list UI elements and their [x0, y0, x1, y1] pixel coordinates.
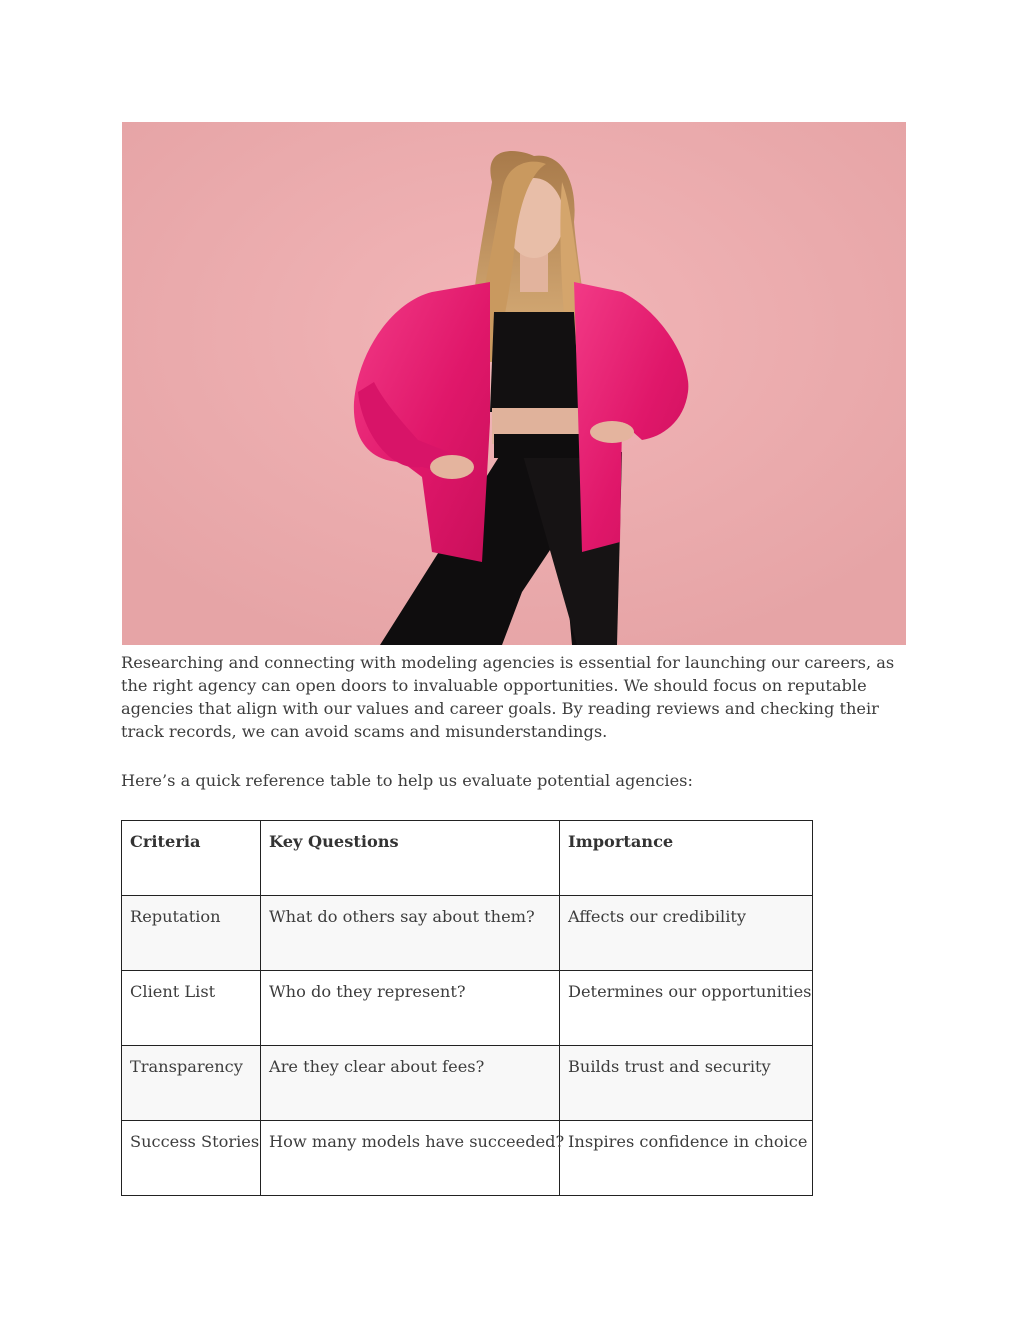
table-row	[122, 1121, 813, 1196]
header-importance: Importance	[560, 821, 813, 896]
cell-importance: Determines our opportunities	[560, 971, 813, 1046]
cell-key-question: Who do they represent?	[261, 971, 560, 1046]
agency-evaluation-table	[121, 820, 813, 1196]
cell-importance: Builds trust and security	[560, 1046, 813, 1121]
cell-key-question: Are they clear about fees?	[261, 1046, 560, 1121]
header-key-questions: Key Questions	[261, 821, 560, 896]
table-row	[122, 971, 813, 1046]
table-row	[122, 1046, 813, 1121]
cell-key-question: How many models have succeeded?	[261, 1121, 560, 1196]
cell-importance: Affects our credibility	[560, 896, 813, 971]
table-row	[122, 896, 813, 971]
model-portrait-photo	[122, 122, 906, 645]
header-criteria: Criteria	[122, 821, 261, 896]
cell-criteria: Client List	[122, 971, 261, 1046]
cell-criteria: Reputation	[122, 896, 261, 971]
table-header-row	[122, 821, 813, 896]
cell-importance: Inspires confidence in choice	[560, 1121, 813, 1196]
cell-key-question: What do others say about them?	[261, 896, 560, 971]
intro-paragraph: Researching and connecting with modeling agencies is essential for launching our careers, as the right agency can open doors to invaluable opportunities. We should focus on reputable agencies that align with our values and career goals. By reading reviews and checking their track records, we can avoid scams and misunderstandings.	[121, 653, 895, 741]
cell-criteria: Success Stories	[122, 1121, 261, 1196]
table-intro-paragraph: Here’s a quick reference table to help us evaluate potential agencies:	[121, 771, 693, 790]
cell-criteria: Transparency	[122, 1046, 261, 1121]
